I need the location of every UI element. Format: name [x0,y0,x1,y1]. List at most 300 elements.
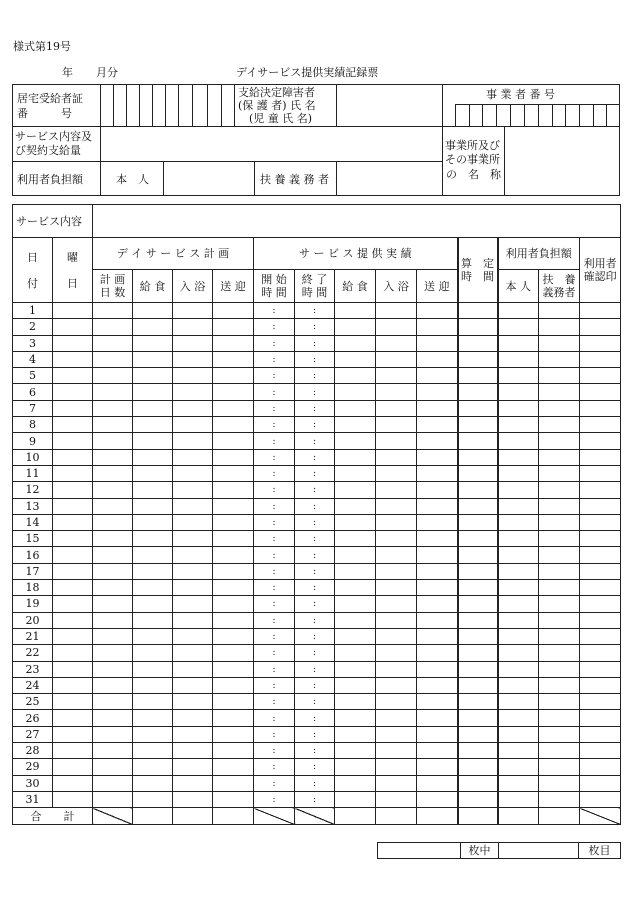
day-cell [53,580,93,596]
day-cell [498,433,539,449]
day-cell [133,514,173,530]
table-row [13,743,621,759]
actual-group-header: サ ー ビ ス 提 供 実 績 [254,238,458,270]
time-colon: : [272,338,276,349]
day-cell [53,563,93,579]
calc-time-header: 算 定 時 間 [458,238,498,303]
day-cell [580,547,621,563]
day-cell [417,351,458,367]
day-cell [93,303,133,319]
day-cell [53,775,93,791]
day-cell [498,775,539,791]
end-time-cell [295,531,335,547]
day-cell [498,563,539,579]
start-time-cell [254,580,295,596]
day-cell [213,710,254,726]
day-cell [376,645,417,661]
day-cell [458,351,498,367]
day-cell [498,628,539,644]
day-cell [458,628,498,644]
day-cell [173,368,213,384]
day-cell [93,726,133,742]
day-cell [458,661,498,677]
day-cell [173,726,213,742]
end-time-cell [295,580,335,596]
day-cell [335,612,376,628]
day-number: 22 [13,645,53,661]
time-colon: : [312,420,317,431]
end-time-cell [295,694,335,710]
time-colon: : [312,664,317,675]
time-colon: : [272,729,276,740]
day-cell [133,368,173,384]
day-cell [376,694,417,710]
time-colon: : [272,387,276,398]
day-cell [335,368,376,384]
day-cell [376,351,417,367]
end-time-cell [295,417,335,433]
month-label: 月分 [96,66,118,79]
day-cell [93,498,133,514]
day-cell [335,775,376,791]
day-cell [53,303,93,319]
day-cell [458,319,498,335]
time-colon: : [312,697,317,708]
day-cell [133,645,173,661]
time-colon: : [312,713,317,724]
table-row [13,596,621,612]
day-number: 21 [13,628,53,644]
day-cell [173,547,213,563]
time-colon: : [312,469,317,480]
day-cell [335,384,376,400]
day-cell [498,384,539,400]
decision-label-1: 支給決定障害者 [238,86,315,99]
day-cell [376,433,417,449]
time-colon: : [272,355,276,366]
day-cell [93,759,133,775]
time-colon: : [312,322,317,333]
day-cell [335,791,376,807]
day-cell [417,596,458,612]
office-label-1: 事業所及び [445,139,500,152]
start-time-cell [254,498,295,514]
total-row [13,808,621,825]
sheets-in-label: 枚中 [461,843,499,859]
time-colon: : [272,566,276,577]
day-cell [376,465,417,481]
day-cell [53,335,93,351]
total-calc [458,808,498,825]
day-cell [539,791,580,807]
day-cell [133,400,173,416]
day-cell [458,498,498,514]
recipient-cert-label-1: 居宅受給者証 [17,92,83,105]
day-cell [213,368,254,384]
day-cell [417,628,458,644]
day-cell [93,319,133,335]
end-time-cell [295,710,335,726]
day-cell [93,596,133,612]
time-colon: : [272,795,276,806]
day-cell [580,319,621,335]
day-cell [580,694,621,710]
table-row [13,335,621,351]
day-cell [539,563,580,579]
day-cell [580,303,621,319]
time-colon: : [312,648,317,659]
day-cell [539,498,580,514]
day-cell [53,694,93,710]
time-colon: : [312,632,317,643]
day-cell [498,531,539,547]
day-cell [498,580,539,596]
day-cell [173,482,213,498]
day-cell [376,580,417,596]
day-cell [93,417,133,433]
actual-transport-header: 送 迎 [417,270,458,303]
day-cell [539,759,580,775]
day-cell [173,628,213,644]
day-cell [173,677,213,693]
day-cell [376,759,417,775]
day-cell [335,514,376,530]
day-number: 24 [13,677,53,693]
table-row [13,563,621,579]
day-cell [93,465,133,481]
day-cell [53,514,93,530]
day-cell [458,694,498,710]
time-colon: : [312,583,317,594]
day-cell [580,531,621,547]
day-cell [173,531,213,547]
day-cell [539,726,580,742]
time-colon: : [312,680,317,691]
end-time-cell [295,791,335,807]
day-cell [458,563,498,579]
day-cell [213,677,254,693]
total-plan-days [93,808,133,825]
day-cell [580,384,621,400]
end-time-cell [295,514,335,530]
day-cell [213,351,254,367]
day-number: 18 [13,580,53,596]
day-cell [539,628,580,644]
day-cell [580,726,621,742]
day-cell [498,710,539,726]
total-plan-bath [173,808,213,825]
day-cell [93,547,133,563]
time-colon: : [272,501,276,512]
day-cell [213,694,254,710]
day-cell [376,319,417,335]
day-cell [417,710,458,726]
plan-group-header: デ イ サ ー ビ ス 計 画 [93,238,254,270]
office-label-2: その事業所 [445,153,500,166]
start-time-cell [254,547,295,563]
day-cell [173,498,213,514]
day-cell [417,433,458,449]
start-time-cell [254,417,295,433]
end-time-cell [295,612,335,628]
day-cell [417,694,458,710]
time-colon: : [312,436,317,447]
day-cell [213,335,254,351]
day-cell [376,498,417,514]
day-cell [133,726,173,742]
day-number: 4 [13,351,53,367]
end-time-cell [295,400,335,416]
weekday-header: 曜 日 [53,238,93,303]
day-cell [458,710,498,726]
time-colon: : [312,566,317,577]
day-number: 11 [13,465,53,481]
day-cell [173,563,213,579]
day-cell [458,384,498,400]
day-cell [498,368,539,384]
time-colon: : [272,403,276,414]
day-cell [213,303,254,319]
form-number: 様式第19号 [13,40,71,53]
day-cell [213,563,254,579]
day-cell [53,498,93,514]
day-cell [53,677,93,693]
day-cell [580,580,621,596]
total-start [254,808,295,825]
plan-bath-header: 入 浴 [173,270,213,303]
start-time-header: 開 始 時 間 [254,270,295,303]
day-cell [173,449,213,465]
day-cell [498,596,539,612]
day-cell [93,514,133,530]
end-time-cell [295,368,335,384]
day-cell [173,400,213,416]
day-number: 20 [13,612,53,628]
day-cell [335,677,376,693]
end-time-cell [295,433,335,449]
self-label: 本 人 [116,173,149,186]
day-cell [335,303,376,319]
day-cell [539,694,580,710]
time-colon: : [272,746,276,757]
day-cell [133,465,173,481]
day-cell [417,563,458,579]
day-cell [93,433,133,449]
day-cell [458,433,498,449]
day-cell [173,743,213,759]
day-cell [539,449,580,465]
end-time-cell [295,743,335,759]
table-row [13,449,621,465]
total-confirm [580,808,621,825]
day-cell [498,417,539,433]
day-cell [335,726,376,742]
day-cell [53,759,93,775]
day-cell [580,498,621,514]
day-cell [580,596,621,612]
day-cell [335,319,376,335]
table-row [13,775,621,791]
day-cell [213,433,254,449]
service-content-label-2: び契約支給量 [15,144,81,157]
day-cell [53,661,93,677]
day-cell [53,726,93,742]
day-cell [133,580,173,596]
start-time-cell [254,563,295,579]
day-cell [133,417,173,433]
day-cell [133,319,173,335]
total-sheets-box [378,843,461,859]
day-number: 31 [13,791,53,807]
day-cell [417,449,458,465]
day-cell [335,645,376,661]
total-actual-bath [376,808,417,825]
time-colon: : [272,485,276,496]
table-row [13,514,621,530]
burden-group-header: 利用者負担額 [498,238,580,270]
table-row [13,303,621,319]
day-cell [580,368,621,384]
day-cell [376,335,417,351]
day-cell [53,465,93,481]
day-cell [580,335,621,351]
day-cell [213,580,254,596]
day-cell [335,335,376,351]
time-colon: : [272,697,276,708]
day-cell [498,303,539,319]
day-cell [53,791,93,807]
time-colon: : [272,583,276,594]
day-cell [173,465,213,481]
day-cell [335,465,376,481]
total-end [295,808,335,825]
day-cell [580,661,621,677]
time-colon: : [272,420,276,431]
day-cell [53,645,93,661]
day-cell [539,368,580,384]
day-cell [93,661,133,677]
day-number: 3 [13,335,53,351]
day-cell [213,612,254,628]
table-row [13,498,621,514]
total-actual-meal [335,808,376,825]
day-cell [498,677,539,693]
day-cell [417,514,458,530]
start-time-cell [254,759,295,775]
day-cell [580,351,621,367]
table-row [13,482,621,498]
table-row [13,351,621,367]
day-cell [93,368,133,384]
day-cell [133,498,173,514]
business-number-label: 事 業 者 番 号 [486,88,555,101]
day-cell [498,547,539,563]
office-label-3: の 名 称 [446,168,501,181]
day-number: 29 [13,759,53,775]
day-cell [335,759,376,775]
day-cell [417,661,458,677]
day-cell [458,612,498,628]
day-cell [417,775,458,791]
day-number: 10 [13,449,53,465]
start-time-cell [254,303,295,319]
time-colon: : [272,518,276,528]
day-cell [417,368,458,384]
day-cell [173,791,213,807]
start-time-cell [254,531,295,547]
start-time-cell [254,335,295,351]
day-cell [53,384,93,400]
plan-transport-header: 送 迎 [213,270,254,303]
start-time-cell [254,482,295,498]
day-cell [133,775,173,791]
actual-bath-header: 入 浴 [376,270,417,303]
service-content-value [93,205,621,238]
day-cell [498,645,539,661]
day-cell [376,628,417,644]
day-cell [173,661,213,677]
day-cell [213,319,254,335]
day-cell [498,694,539,710]
day-cell [498,791,539,807]
time-colon: : [312,599,317,610]
end-time-cell [295,449,335,465]
service-content-label-1: サービス内容及 [15,130,92,143]
time-colon: : [312,306,317,317]
day-cell [53,351,93,367]
day-number: 19 [13,596,53,612]
recipient-cert-label-2: 番 号 [17,107,72,120]
day-cell [335,661,376,677]
day-cell [173,645,213,661]
day-cell [213,498,254,514]
day-cell [53,612,93,628]
total-burden-supporter [539,808,580,825]
day-number: 8 [13,417,53,433]
day-cell [93,743,133,759]
end-time-cell [295,726,335,742]
day-cell [458,465,498,481]
start-time-cell [254,694,295,710]
day-cell [213,400,254,416]
table-row [13,580,621,596]
day-cell [53,482,93,498]
day-cell [173,319,213,335]
day-cell [458,791,498,807]
time-colon: : [312,615,317,626]
end-time-cell [295,759,335,775]
time-colon: : [272,648,276,659]
day-cell [376,726,417,742]
day-cell [335,449,376,465]
day-cell [417,417,458,433]
start-time-cell [254,726,295,742]
day-cell [53,417,93,433]
day-cell [539,547,580,563]
day-cell [417,612,458,628]
day-number: 23 [13,661,53,677]
day-cell [213,384,254,400]
day-cell [580,433,621,449]
day-cell [93,628,133,644]
time-colon: : [312,338,317,349]
supporter-label: 扶 養 義 務 者 [260,173,329,186]
end-time-cell [295,351,335,367]
day-cell [93,580,133,596]
day-cell [417,677,458,693]
day-cell [539,351,580,367]
day-cell [376,743,417,759]
